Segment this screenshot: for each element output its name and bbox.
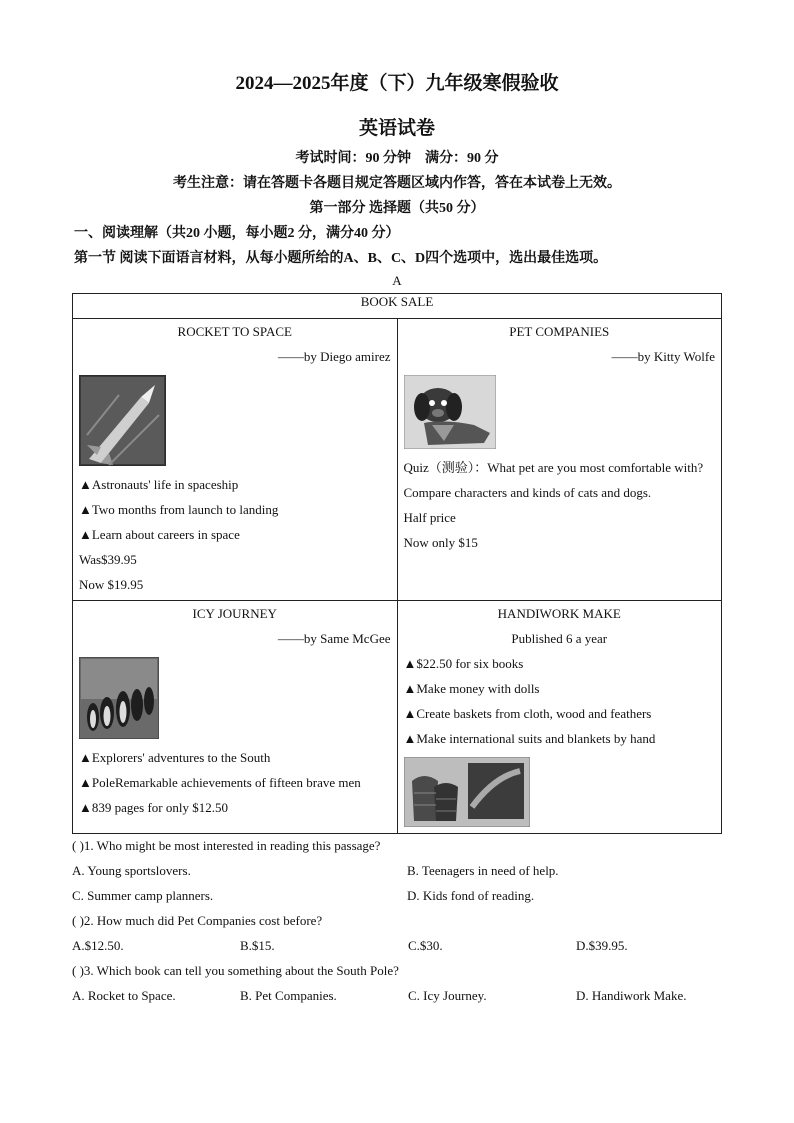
book-price: ▲$22.50 for six books — [403, 656, 524, 671]
book-publish-info: Published 6 a year — [511, 631, 608, 646]
answer-option: D.$39.95. — [576, 938, 628, 953]
question-stem: ( )1. Who might be most interested in reading this passage? — [72, 838, 381, 853]
book-new-price: Now $19.95 — [79, 577, 144, 592]
answer-option: A. Rocket to Space. — [72, 988, 176, 1003]
book-price: ▲839 pages for only $12.50 — [79, 800, 228, 815]
book-line: ▲Astronauts' life in spaceship — [79, 477, 239, 492]
book-line: ▲Two months from launch to landing — [79, 502, 279, 517]
question-stem: ( )3. Which book can tell you something about the South Pole? — [72, 963, 399, 978]
answer-option: B. Teenagers in need of help. — [407, 863, 559, 878]
book-cell-pet — [397, 319, 722, 601]
book-line: ▲Make international suits and blankets by hand — [403, 731, 656, 746]
book-line: ▲Explorers' adventures to the South — [79, 750, 271, 765]
answer-option: A.$12.50. — [72, 938, 124, 953]
penguins-picture — [79, 657, 159, 739]
exam-subtitle: 英语试卷 — [358, 118, 435, 139]
book-new-price: Now only $15 — [403, 535, 478, 550]
book-author: ——by Diego amirez — [277, 349, 391, 364]
exam-info: 考试时间：90 分钟 满分：90 分 — [295, 151, 499, 166]
answer-option: C. Summer camp planners. — [72, 888, 214, 903]
answer-option: A. Young sportslovers. — [72, 863, 191, 878]
book-title: ICY JOURNEY — [192, 606, 277, 621]
puppy-picture — [404, 375, 496, 449]
subsection-heading: 第一节 阅读下面语言材料，从每小题所给的A、B、C、D四个选项中，选出最佳选项。 — [74, 251, 608, 266]
book-sale-table — [72, 293, 722, 834]
book-line: ▲Create baskets from cloth, wood and feathers — [403, 706, 652, 721]
book-line: ▲Learn about careers in space — [79, 527, 240, 542]
answer-option: D. Kids fond of reading. — [407, 888, 535, 903]
book-title: HANDIWORK MAKE — [497, 606, 621, 621]
book-line: Half price — [403, 510, 456, 525]
book-cell-handiwork — [397, 601, 722, 834]
book-cell-rocket — [73, 319, 398, 601]
passage-label: A — [392, 273, 402, 288]
table-heading: BOOK SALE — [73, 294, 722, 319]
section-heading: 一、阅读理解（共20 小题，每小题2 分，满分40 分） — [74, 226, 400, 241]
answer-option: B.$15. — [240, 938, 275, 953]
exam-notice: 考生注意：请在答题卡各题目规定答题区域内作答，答在本试卷上无效。 — [173, 176, 621, 191]
exam-title: 2024—2025年度（下）九年级寒假验收 — [235, 73, 559, 94]
answer-option: B. Pet Companies. — [240, 988, 337, 1003]
answer-option: C.$30. — [408, 938, 443, 953]
book-title: PET COMPANIES — [509, 324, 610, 339]
part-heading: 第一部分 选择题（共50 分） — [309, 201, 485, 216]
book-author: ——by Kitty Wolfe — [611, 349, 715, 364]
answer-option: D. Handiwork Make. — [576, 988, 687, 1003]
book-line: Compare characters and kinds of cats and dogs. — [403, 485, 652, 500]
book-line: ▲PoleRemarkable achievements of fifteen brave men — [79, 775, 361, 790]
question-stem: ( )2. How much did Pet Companies cost before? — [72, 913, 323, 928]
book-author: ——by Same McGee — [277, 631, 391, 646]
book-title: ROCKET TO SPACE — [177, 324, 292, 339]
book-line: Quiz（测验）：What pet are you most comfortable with? — [403, 460, 704, 475]
book-old-price: Was$39.95 — [79, 552, 137, 567]
book-cell-icy — [73, 601, 398, 834]
book-line: ▲Make money with dolls — [403, 681, 540, 696]
answer-option: C. Icy Journey. — [408, 988, 487, 1003]
rocket-picture — [79, 375, 166, 466]
baskets-picture — [404, 757, 530, 827]
